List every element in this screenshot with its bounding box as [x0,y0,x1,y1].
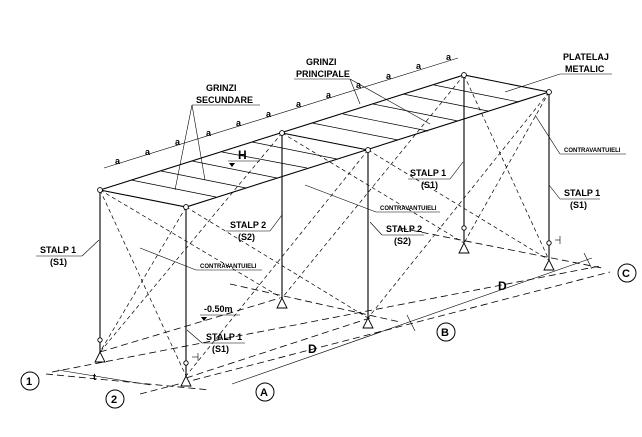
columns [100,75,549,376]
svg-text:(S1): (S1) [212,344,230,354]
svg-text:(S2): (S2) [394,236,412,246]
transverse-dim [58,370,150,385]
supports [95,236,560,386]
svg-text:METALIC: METALIC [565,64,605,74]
height-dim [228,148,260,167]
spacing-a-3: a [175,137,181,147]
spacing-a-4: a [206,128,212,138]
spacing-a-7: a [296,99,302,109]
roof-frame [100,75,549,207]
svg-text:CONTRAVANTUIELI: CONTRAVANTUIELI [564,148,621,154]
svg-text:CONTRAVANTUIELI: CONTRAVANTUIELI [380,206,437,212]
spacing-a-1: a [115,156,121,166]
bay-d-2: D [498,279,507,293]
svg-text:SECUNDARE: SECUNDARE [196,95,254,105]
svg-text:GRINZI: GRINZI [206,83,237,93]
svg-text:(S2): (S2) [238,232,256,242]
spacing-a-10: a [386,71,392,81]
axis-markers [21,264,636,408]
svg-text:(S1): (S1) [570,200,588,210]
spacing-a-8: a [326,90,332,100]
axis-1: 1 [26,376,33,388]
label-grinzi-principale [294,57,430,124]
label-stalp2-right [370,222,424,246]
svg-text:PRINCIPALE: PRINCIPALE [296,69,350,79]
svg-text:STALP 1: STALP 1 [410,168,447,178]
svg-text:STALP 2: STALP 2 [386,224,423,234]
bracing [100,75,549,376]
bay-d-1: D [308,342,317,356]
spacing-a-12: a [446,52,452,62]
spacing-a-5: a [236,118,242,128]
ground-grid [46,228,610,394]
bay-dims [232,253,592,384]
transverse-t: t [93,372,96,382]
spacing-a-9: a [356,80,362,90]
svg-text:(S1): (S1) [50,257,68,267]
axis-2: 2 [111,394,118,406]
svg-text:STALP 1: STALP 1 [564,188,601,198]
label-contravantuieli-left [140,248,262,270]
svg-text:STALP 1: STALP 1 [206,332,243,342]
base-level [200,304,240,321]
label-stalp1-bottom [187,330,245,354]
label-grinzi-secundare [175,83,260,190]
base-level-label: -0.50m [204,304,233,314]
svg-text:STALP 2: STALP 2 [230,220,267,230]
svg-text:CONTRAVANTUIELI: CONTRAVANTUIELI [200,264,257,270]
label-stalp1-left [36,240,99,267]
axis-C: C [622,268,630,280]
axis-B: B [441,327,449,339]
label-stalp2-left [226,215,282,242]
spacing-a-6: a [266,109,272,119]
svg-text:STALP 1: STALP 1 [40,245,77,255]
axis-A: A [260,387,268,399]
svg-text:GRINZI: GRINZI [306,57,337,67]
svg-text:PLATELAJ: PLATELAJ [563,52,609,62]
spacing-a-11: a [416,61,422,71]
label-stalp1-right [408,162,463,190]
label-contravantuieli-mid [305,185,440,212]
svg-text:(S1): (S1) [421,180,439,190]
label-stalp1-far-right [549,185,600,210]
spacing-a-2: a [145,147,151,157]
height-label: H [238,148,247,162]
